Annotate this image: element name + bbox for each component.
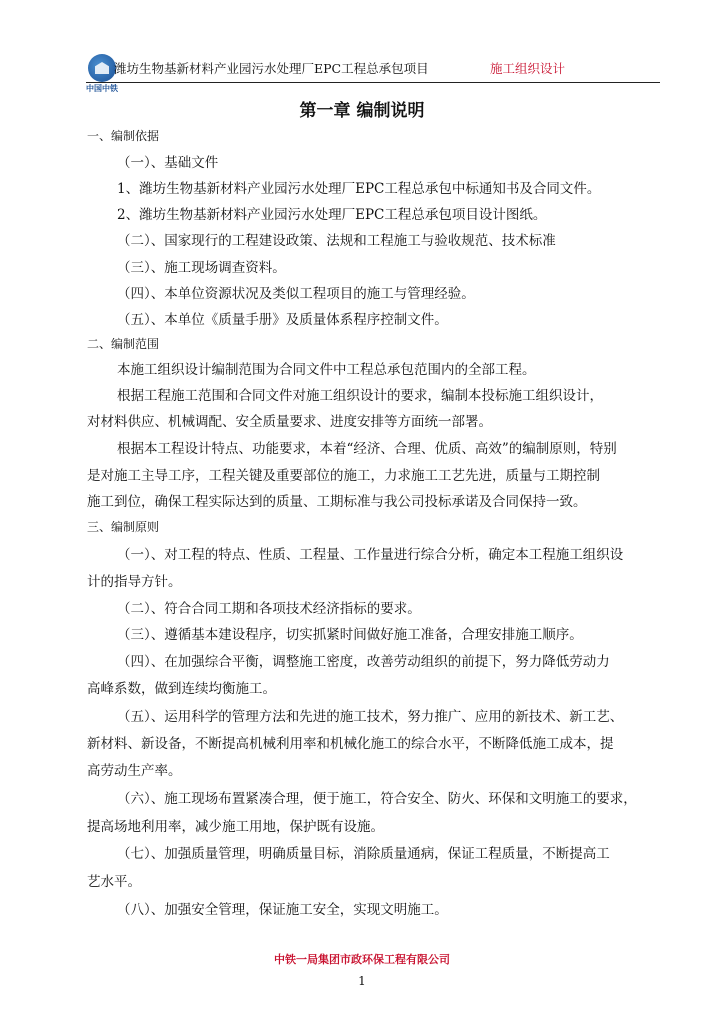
section-heading: 一、编制依据 xyxy=(87,129,160,143)
paragraph-line: （六）、施工现场布置紧凑合理，便于施工，符合安全、防火、环保和文明施工的要求， xyxy=(117,791,637,807)
paragraph-line: 提高场地利用率，减少施工用地，保护既有设施。 xyxy=(87,819,384,835)
paragraph-line: （八）、加强安全管理，保证施工安全，实现文明施工。 xyxy=(117,902,448,918)
paragraph-line: 计的指导方针。 xyxy=(87,574,182,590)
paragraph-line: 2、潍坊生物基新材料产业园污水处理厂EPC工程总承包项目设计图纸。 xyxy=(117,207,547,223)
paragraph-line: 施工到位，确保工程实际达到的质量、工期标准与我公司投标承诺及合同保持一致。 xyxy=(87,494,587,510)
footer-company: 中铁一局集团市政环保工程有限公司 xyxy=(274,953,450,966)
paragraph-line: （二）、符合合同工期和各项技术经济指标的要求。 xyxy=(117,601,421,617)
header-doc-type: 施工组织设计 xyxy=(490,61,566,76)
paragraph-line: （四）、在加强综合平衡，调整施工密度，改善劳动组织的前提下，努力降低劳动力 xyxy=(117,654,610,670)
paragraph-line: （五）、本单位《质量手册》及质量体系程序控制文件。 xyxy=(117,312,448,328)
logo-text: 中国中铁 xyxy=(86,84,118,93)
page-number: 1 xyxy=(358,974,366,988)
paragraph-line: 根据工程施工范围和合同文件对施工组织设计的要求，编制本投标施工组织设计， xyxy=(117,388,603,404)
section-heading: 三、编制原则 xyxy=(87,520,160,534)
paragraph-line: （七）、加强质量管理，明确质量目标，消除质量通病，保证工程质量，不断提高工 xyxy=(117,846,610,862)
paragraph-line: 本施工组织设计编制范围为合同文件中工程总承包范围内的全部工程。 xyxy=(117,362,536,378)
paragraph-line: （一）、对工程的特点、性质、工程量、工作量进行综合分析，确定本工程施工组织设 xyxy=(117,547,624,563)
paragraph-line: 1、潍坊生物基新材料产业园污水处理厂EPC工程总承包中标通知书及合同文件。 xyxy=(117,181,601,197)
section-heading: 二、编制范围 xyxy=(87,337,160,351)
paragraph-line: 高劳动生产率。 xyxy=(87,763,182,779)
paragraph-line: （一）、基础文件 xyxy=(117,155,219,171)
paragraph-line: 根据本工程设计特点、功能要求，本着“经济、合理、优质、高效”的编制原则，特别 xyxy=(117,441,617,457)
chapter-title: 第一章 编制说明 xyxy=(299,101,425,121)
paragraph-line: （五）、运用科学的管理方法和先进的施工技术，努力推广、应用的新技术、新工艺、 xyxy=(117,709,624,725)
paragraph-line: （三）、遵循基本建设程序，切实抓紧时间做好施工准备，合理安排施工顺序。 xyxy=(117,627,583,643)
paragraph-line: 高峰系数，做到连续均衡施工。 xyxy=(87,681,276,697)
logo-emblem-icon xyxy=(88,54,116,82)
paragraph-line: 是对施工主导工序，工程关键及重要部位的施工，力求施工工艺先进，质量与工期控制 xyxy=(87,468,600,484)
paragraph-line: 对材料供应、机械调配、安全质量要求、进度安排等方面统一部署。 xyxy=(87,414,492,430)
page-header xyxy=(86,56,660,93)
paragraph-line: 新材料、新设备，不断提高机械利用率和机械化施工的综合水平，不断降低施工成本，提 xyxy=(87,736,614,752)
paragraph-line: （三）、施工现场调查资料。 xyxy=(117,260,286,276)
paragraph-line: （二）、国家现行的工程建设政策、法规和工程施工与验收规范、技术标准 xyxy=(117,233,556,249)
header-project-title: 潍坊生物基新材料产业园污水处理厂EPC工程总承包项目 xyxy=(114,61,429,76)
paragraph-line: 艺水平。 xyxy=(87,874,141,890)
paragraph-line: （四）、本单位资源状况及类似工程项目的施工与管理经验。 xyxy=(117,286,475,302)
